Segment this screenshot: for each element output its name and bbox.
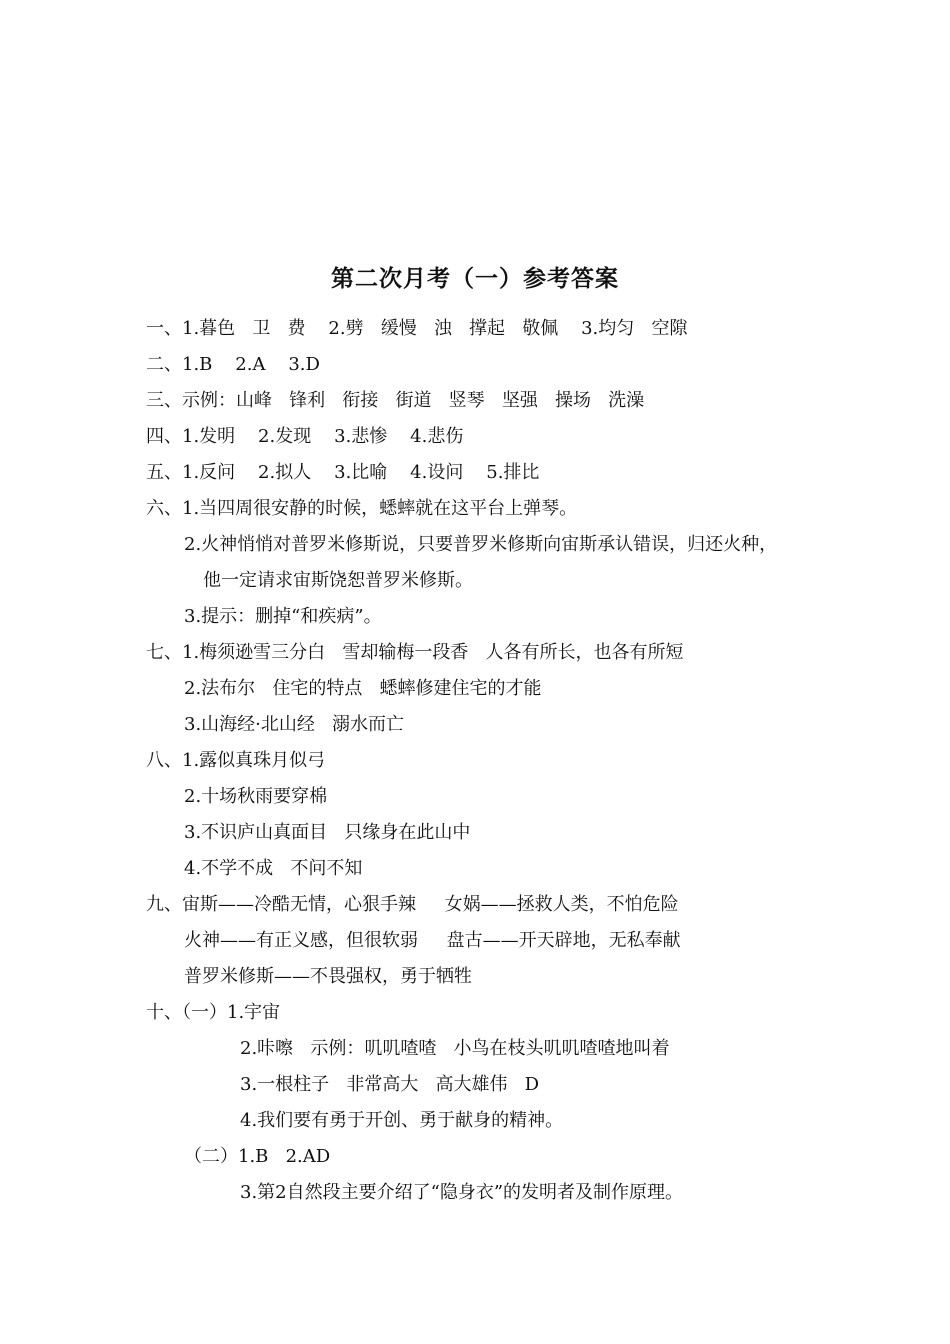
answer-line: 4.我们要有勇于开创、勇于献身的精神。	[240, 1110, 564, 1131]
answer-line: 六、1.当四周很安静的时候，蟋蟀就在这平台上弹琴。	[146, 498, 578, 519]
answer-line: 3.山海经·北山经 溺水而亡	[184, 714, 405, 735]
answer-line: 2.火神悄悄对普罗米修斯说，只要普罗米修斯向宙斯承认错误，归还火种，	[184, 534, 778, 555]
answer-line: 2.十场秋雨要穿棉	[184, 786, 328, 807]
answer-line: 他一定请求宙斯饶恕普罗米修斯。	[203, 570, 473, 591]
answer-line: 普罗米修斯——不畏强权，勇于牺牲	[184, 966, 472, 987]
answer-line: 五、1.反问 2.拟人 3.比喻 4.设问 5.排比	[146, 462, 540, 483]
answer-line: 七、1.梅须逊雪三分白 雪却输梅一段香 人各有所长，也各有所短	[146, 642, 684, 663]
answer-line: （二）1.B 2.AD	[184, 1146, 331, 1167]
answer-line: 3.一根柱子 非常高大 高大雄伟 D	[240, 1074, 540, 1095]
answer-line: 火神——有正义感，但很软弱 盘古——开天辟地，无私奉献	[184, 930, 681, 951]
answer-line: 3.第2自然段主要介绍了“隐身衣”的发明者及制作原理。	[240, 1182, 684, 1203]
answer-line: 2.咔嚓 示例：叽叽喳喳 小鸟在枝头叽叽喳喳地叫着	[240, 1038, 670, 1059]
answer-line: 一、1.暮色 卫 费 2.劈 缓慢 浊 撑起 敬佩 3.均匀 空隙	[146, 318, 688, 339]
answer-line: 3.不识庐山真面目 只缘身在此山中	[184, 822, 471, 843]
answer-line: 四、1.发明 2.发现 3.悲惨 4.悲伤	[146, 426, 464, 447]
page-title: 第二次月考（一）参考答案	[331, 266, 619, 292]
answer-line: 4.不学不成 不问不知	[184, 858, 363, 879]
answer-line: 3.提示：删掉“和疾病”。	[184, 606, 382, 627]
answer-line: 九、宙斯——冷酷无情，心狠手辣 女娲——拯救人类，不怕危险	[146, 894, 679, 915]
answer-line: 八、1.露似真珠月似弓	[146, 750, 326, 771]
answer-line: 十、（一）1.宇宙	[146, 1002, 281, 1023]
answer-line: 二、1.B 2.A 3.D	[146, 354, 320, 375]
answer-line: 2.法布尔 住宅的特点 蟋蟀修建住宅的才能	[184, 678, 542, 699]
answer-line: 三、示例：山峰 锋利 衔接 街道 竖琴 坚强 操场 洗澡	[146, 390, 645, 411]
